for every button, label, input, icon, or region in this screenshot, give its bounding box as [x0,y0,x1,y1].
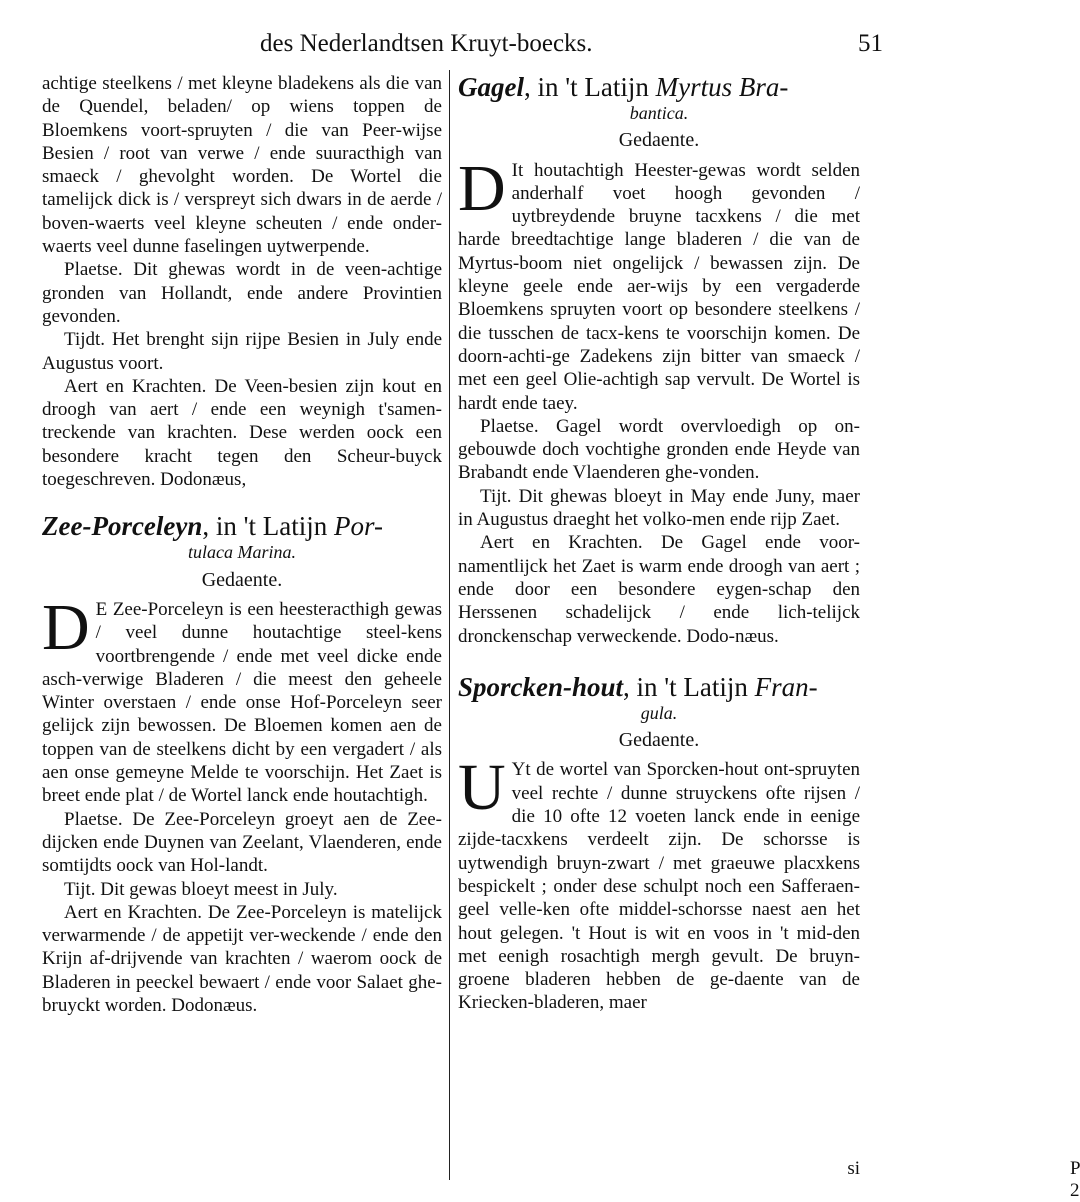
plaetse-label: Plaetse. [64,259,123,281]
running-title: des Nederlandtsen Kruyt-boecks. [260,30,593,57]
section-heading-sporcken-hout [458,672,860,702]
tijt-paragraph-2 [42,878,442,901]
aert-label: Aert en Krachten. [480,532,643,554]
aert-label: Aert en Krachten. [64,375,207,397]
tijdt-text: Het brenght sijn rijpe Besien in July ende Augustus voort. [42,329,442,374]
intro-paragraph: achtige steelkens / met kleyne bladekens als die van de Quendel, beladen/ op wiens toppen de Bloemkens voort-spruyten / die van Peer-wijse Besien / root van verwe / ende suuracthigh van smaeck / ghevolght worden. De Wortel die tamelijck dick is / verspreyt sich dwars in de aerde / boven-waerts veel kleyne scheuten / ende onder-waerts veel dunne faselingen uytwerpende. [42,73,442,258]
plaetse-label: Plaetse. [64,808,123,830]
heading-latin-prefix: , in 't Latijn [523,72,649,102]
tijt-label: Tijt. [64,878,96,900]
aert-text: De Zee-Porceleyn is matelijck verwarmende / de appetijt ver-weckende / ende den Krijn af-drijvende van krachten / waerom oock de Bladeren in peeckel bewaert / ende voor Salaet ghe-bruyckt worden. Dodonæus. [42,901,442,1016]
heading-latin-continuation: gula. [640,702,678,723]
gedaente-heading: Gedaente. [201,568,283,591]
heading-latin-name: Fran- [754,671,818,702]
description-text: E Zee-Porceleyn is een heesteracthigh gewas / veel dunne houtachtige steel-kens voortbrengende / ende met veel dicke ende asch-verwige Bladeren / die meest den geheele Winter overstaen / ende onse Hof-Porceleyn seer gelijck zijn bewossen. De Bloemen komen aen de toppen van de steelkens dicht by een vergadert / als aen onse gemeyne Melde te voorschijn. Het Zaet is breet ende plat / de Wortel lanck ende houtachtigh. [42,598,442,807]
tijdt-label: Tijdt. [64,329,106,351]
heading-name: Gagel [458,72,524,102]
plaetse-paragraph-2 [42,808,442,878]
heading-name: Zee-Porceleyn [42,511,203,542]
tijt-text: Dit gewas bloeyt meest in July. [100,878,338,900]
description-paragraph [458,751,860,1014]
heading-latin-name: Myrtus Bra- [655,72,789,102]
description-text: It houtachtigh Heester-gewas wordt selden anderhalf voet hoogh gevonden / uytbreydende bruyne tacxkens / die met harde breedtachtige lange bladeren / die van de Myrtus-boom niet ongelijck / bewassen zijn. De kleyne geele ende aer-wijs by een vergaderde Bloemkens spruyten voort op besondere steelkens / die tusschen de tacx-kens te voorschijn komen. De doorn-achti-ge Zadekens zijn bitter van smaeck / met een geel Olie-achtigh sap vervult. De Wortel is hardt ende taey. [458,159,860,414]
column-divider [449,70,450,1180]
tijdt-paragraph [42,328,442,375]
aert-label: Aert en Krachten. [64,901,202,923]
footer-line [460,1158,1080,1201]
section-heading-gagel [458,72,860,102]
tijt-text: Dit ghewas bloeyt in May ende Juny, maer in Augustus draeght het volko-men ende rijp Zaet. [458,485,860,531]
drop-cap: U [458,751,506,825]
plaetse-paragraph [42,258,442,328]
plaetse-text: De Zee-Porceleyn groeyt aen de Zee-dijcken ende Duynen van Zeelant, Vlaenderen, ende somtijdts oock van Hol-landt. [42,808,442,877]
description-text: Yt de wortel van Sporcken-hout ont-spruyten veel rechte / dunne struyckens ofte rijsen / die 10 ofte 12 voeten lanck ende in eenige zijde-tacxkens verdeelt zijn. De schorsse is uytwendigh bruyn-zwart / met graeuwe placxkens bespickelt ; onder dese schulpt noch een Safferaen-geel velle-ken ofte middel-schorsse naest aen het hout gelegen. 't Hout is wit en voos in 't mid-den met eenigh rosachtigh mergh gevult. De bruyn-groene bladeren hebben de ge-daente van de Kriecken-bladeren, maer [458,759,860,1014]
plaetse-label: Plaetse. [480,415,539,437]
heading-latin-continuation: bantica. [629,103,689,123]
heading-latin-continuation: tulaca Marina. [188,542,296,563]
plaetse-text: Dit ghewas wordt in de veen-achtige gronden van Hollandt, ende andere Provintien gevonden. [42,259,443,327]
aert-paragraph-2 [42,901,442,1017]
right-column [458,72,860,1015]
gedaente-heading: Gedaente. [618,129,700,152]
aert-paragraph [458,531,860,647]
heading-name: Sporcken-hout [458,671,624,702]
plaetse-paragraph [458,415,860,485]
heading-latin-prefix: , in 't Latijn [623,671,748,702]
heading-latin-prefix: , in 't Latijn [202,511,328,542]
drop-cap: D [458,151,506,225]
signature-mark: P 2 [1070,1158,1080,1201]
aert-paragraph [42,375,442,491]
gedaente-heading: Gedaente. [618,729,700,752]
heading-latin-name: Por- [334,511,383,542]
catchword: si [847,1158,860,1179]
tijt-label: Tijt. [480,485,512,507]
left-column [42,72,442,1017]
running-header [260,30,860,70]
description-paragraph [42,590,442,808]
tijt-paragraph [458,485,860,532]
page-number: 51 [858,30,883,57]
section-heading-zee-porceleyn [42,511,442,541]
aert-text: De Veen-besien zijn kout en droogh van aert / ende een weynigh t'samen-treckende van krachten. Dese werden oock een besondere kracht tegen den Scheur-buyck toegeschreven. Dodonæus, [42,375,442,491]
drop-cap: D [42,590,90,664]
description-paragraph [458,151,860,415]
aert-text: De Gagel ende voor-namentlijck het Zaet is warm ende droogh van aert ; ende door een besondere eygen-schap den Herssenen schadelijck / ende lich-telijck dronckenschap verweckende. Dodo-næus. [458,532,860,647]
plaetse-text: Gagel wordt overvloedigh op on-gebouwde doch vochtighe gronden ende Heyde van Brabandt ende Vlaenderen ghe-vonden. [458,415,860,484]
